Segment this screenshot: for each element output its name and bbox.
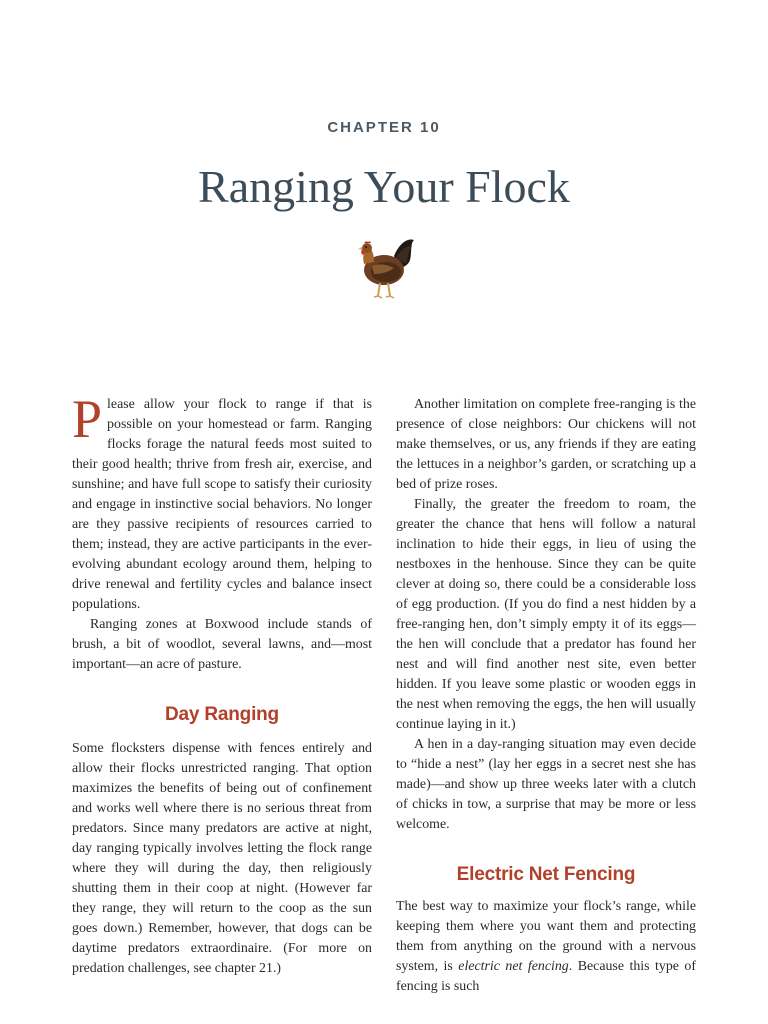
section-heading-electric-net-fencing: Electric Net Fencing bbox=[456, 864, 636, 885]
section-heading-day-ranging: Day Ranging bbox=[165, 704, 279, 725]
chapter-label: CHAPTER 10 bbox=[327, 119, 441, 136]
paragraph: Finally, the greater the freedom to roam, the greater the chance that hens will follow a natural inclination to hide their eggs, in lieu of using the nestboxes in the henhouse. Since they can be quite clever at doing so, there could be a considerable loss of egg production. (If you do find a nest hidden by a free-ranging hen, don’t simply empty it of its eggs—the hen will conclude that a predator has found her nest and will find another nest site, even better hidden. If you leave some plastic or wooden eggs in the nest when removing the eggs, the hen will usually continue laying in it.) bbox=[396, 497, 696, 732]
chapter-title: Ranging Your Flock bbox=[198, 161, 570, 212]
paragraph bbox=[396, 897, 696, 997]
drop-cap: P bbox=[72, 389, 103, 449]
intro-text: lease allow your flock to range if that is possible on your homestead or farm. Ranging flocks forage the natural feeds most suited to their good health; thrive from fresh air, exercise, and sunshine; and have full scope to satisfy their curiosity and engage in instinctive social behaviors. No longer are they passive recipients of resources carried to them; instead, they are active participants in the ever-evolving abundant ecology around them, helping to drive renewal and fertility cycles and balance insect populations. bbox=[72, 397, 372, 612]
intro-paragraph bbox=[72, 389, 372, 615]
paragraph-tail: . Because this type of fencing is such bbox=[396, 959, 696, 994]
paragraph: Another limitation on complete free-ranging is the presence of close neighbors: Our chickens will not make themselves, or us, any friends if they are eating the lettuces in a neighbor’s garden, or scratching up a bed of prize roses. bbox=[396, 397, 696, 492]
left-column bbox=[72, 389, 372, 979]
emphasis-term: electric net fencing bbox=[458, 959, 569, 974]
hen-icon bbox=[352, 234, 416, 302]
paragraph: A hen in a day-ranging situation may even decide to “hide a nest” (lay her eggs in a secret nest she has made)—and show up three weeks later with a clutch of chicks in tow, a surprise that may be more or less welcome. bbox=[396, 737, 696, 832]
paragraph: Ranging zones at Boxwood include stands of brush, a bit of woodlot, several lawns, and—most important—an acre of pasture. bbox=[72, 617, 372, 672]
right-column bbox=[396, 395, 696, 997]
paragraph-lead: The best way to maximize your flock’s range, while keeping them where you want them and protecting them from anything on the ground with a nervous system, is bbox=[396, 899, 696, 974]
paragraph: Some flocksters dispense with fences entirely and allow their flocks unrestricted ranging. That option maximizes the benefits of being out of confinement and works well where there is no serious threat from predators. Since many predators are active at night, day ranging typically involves letting the flock range where they will during the day, then religiously shutting them in their coop at night. (However far they range, they will return to the coop as the sun goes down.) Remember, however, that dogs can be daytime predators extraordinaire. (For more on predation challenges, see chapter 21.) bbox=[72, 741, 372, 976]
